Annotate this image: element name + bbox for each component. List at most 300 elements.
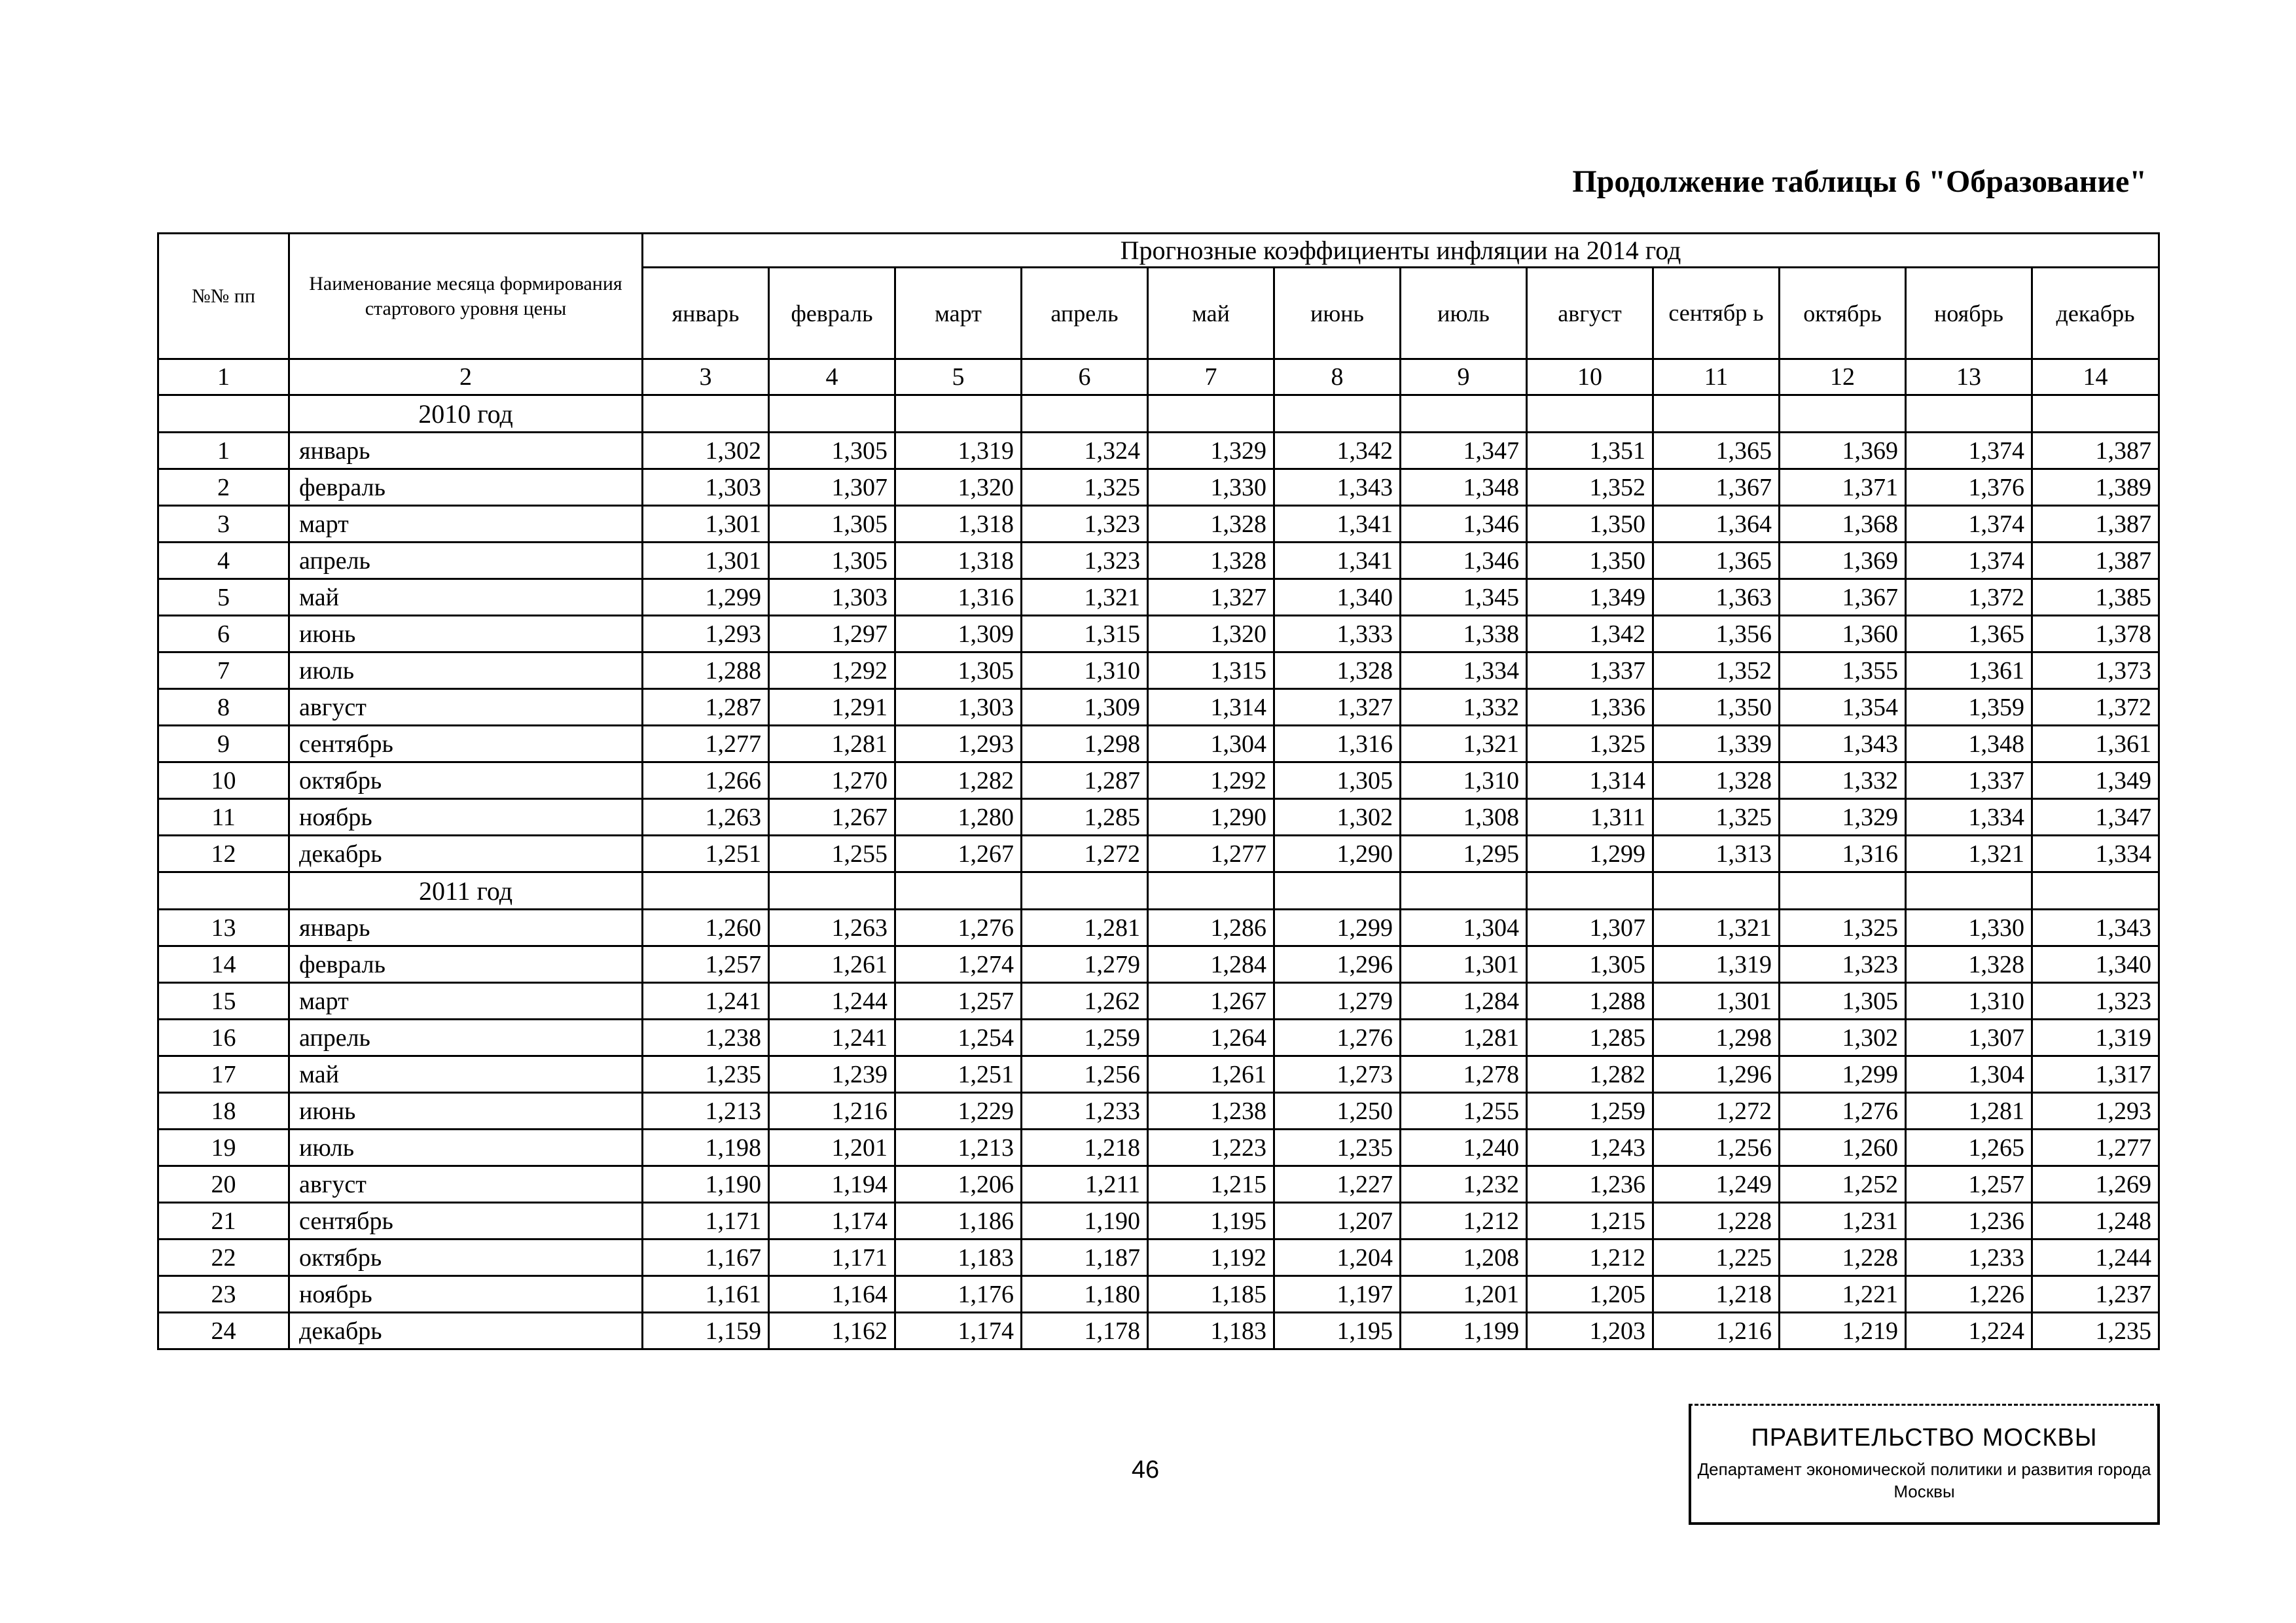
- empty-cell: [1780, 872, 1906, 910]
- coefficient-cell: 1,219: [1780, 1313, 1906, 1349]
- coefficient-cell: 1,263: [643, 799, 769, 836]
- coefficient-cell: 1,267: [895, 836, 1022, 872]
- table-row: [158, 1240, 2159, 1276]
- coefficient-cell: 1,320: [1148, 616, 1274, 652]
- coefficient-cell: 1,302: [643, 433, 769, 469]
- start-month: июль: [289, 1130, 643, 1166]
- coefficient-cell: 1,249: [1653, 1166, 1780, 1203]
- coefficient-cell: 1,304: [1148, 726, 1274, 762]
- coefficient-cell: 1,215: [1527, 1203, 1653, 1240]
- coefficient-cell: 1,270: [769, 762, 895, 799]
- coefficient-cell: 1,287: [1022, 762, 1148, 799]
- coefficient-cell: 1,367: [1653, 469, 1780, 506]
- coefficient-cell: 1,350: [1527, 506, 1653, 543]
- coefficient-cell: 1,376: [1906, 469, 2032, 506]
- coefficient-cell: 1,265: [1906, 1130, 2032, 1166]
- coefficient-cell: 1,228: [1780, 1240, 1906, 1276]
- coefficient-cell: 1,299: [1780, 1056, 1906, 1093]
- row-number: 10: [158, 762, 289, 799]
- row-number: 12: [158, 836, 289, 872]
- column-number: 12: [1780, 359, 1906, 395]
- coefficient-cell: 1,369: [1780, 433, 1906, 469]
- table-row: [158, 579, 2159, 616]
- header-forecast-band: Прогнозные коэффициенты инфляции на 2014 год: [643, 234, 2159, 268]
- coefficient-cell: 1,327: [1274, 689, 1401, 726]
- coefficient-cell: 1,308: [1401, 799, 1527, 836]
- coefficient-cell: 1,241: [769, 1020, 895, 1056]
- coefficient-cell: 1,263: [769, 910, 895, 946]
- column-number: 6: [1022, 359, 1148, 395]
- start-month: октябрь: [289, 762, 643, 799]
- coefficient-cell: 1,369: [1780, 543, 1906, 579]
- government-stamp: [1689, 1404, 2160, 1525]
- coefficient-cell: 1,288: [1527, 983, 1653, 1020]
- row-number: 4: [158, 543, 289, 579]
- coefficient-cell: 1,224: [1906, 1313, 2032, 1349]
- column-number: 1: [158, 359, 289, 395]
- coefficient-cell: 1,284: [1148, 946, 1274, 983]
- column-number: 14: [2032, 359, 2159, 395]
- coefficient-cell: 1,218: [1653, 1276, 1780, 1313]
- stamp-subtitle: Департамент экономической политики и развития города Москвы: [1697, 1459, 2151, 1501]
- coefficient-cell: 1,296: [1274, 946, 1401, 983]
- coefficient-cell: 1,250: [1274, 1093, 1401, 1130]
- coefficient-cell: 1,337: [1906, 762, 2032, 799]
- coefficient-cell: 1,365: [1906, 616, 2032, 652]
- coefficient-cell: 1,277: [2032, 1130, 2159, 1166]
- page-number: 46: [1131, 1456, 1160, 1484]
- coefficient-cell: 1,259: [1022, 1020, 1148, 1056]
- coefficient-cell: 1,257: [643, 946, 769, 983]
- coefficient-cell: 1,195: [1274, 1313, 1401, 1349]
- coefficient-cell: 1,325: [1653, 799, 1780, 836]
- coefficient-cell: 1,352: [1653, 652, 1780, 689]
- coefficient-cell: 1,333: [1274, 616, 1401, 652]
- start-month: июль: [289, 652, 643, 689]
- coefficient-cell: 1,310: [1022, 652, 1148, 689]
- coefficient-cell: 1,314: [1527, 762, 1653, 799]
- coefficient-cell: 1,305: [895, 652, 1022, 689]
- table-body: [158, 395, 2159, 1349]
- coefficient-cell: 1,251: [895, 1056, 1022, 1093]
- coefficient-cell: 1,272: [1022, 836, 1148, 872]
- coefficient-cell: 1,197: [1274, 1276, 1401, 1313]
- coefficient-cell: 1,340: [2032, 946, 2159, 983]
- coefficient-cell: 1,171: [769, 1240, 895, 1276]
- coefficient-cell: 1,280: [895, 799, 1022, 836]
- column-number: 8: [1274, 359, 1401, 395]
- coefficient-cell: 1,201: [1401, 1276, 1527, 1313]
- row-number: 17: [158, 1056, 289, 1093]
- coefficient-cell: 1,304: [1906, 1056, 2032, 1093]
- coefficient-cell: 1,225: [1653, 1240, 1780, 1276]
- coefficient-cell: 1,229: [895, 1093, 1022, 1130]
- coefficient-cell: 1,192: [1148, 1240, 1274, 1276]
- coefficient-cell: 1,279: [1274, 983, 1401, 1020]
- coefficient-cell: 1,235: [1274, 1130, 1401, 1166]
- coefficient-cell: 1,238: [643, 1020, 769, 1056]
- column-number: 3: [643, 359, 769, 395]
- coefficient-cell: 1,307: [1906, 1020, 2032, 1056]
- coefficient-cell: 1,316: [1780, 836, 1906, 872]
- row-number: 9: [158, 726, 289, 762]
- empty-cell: [1148, 395, 1274, 433]
- table-row: [158, 433, 2159, 469]
- coefficient-cell: 1,272: [1653, 1093, 1780, 1130]
- coefficient-cell: 1,343: [2032, 910, 2159, 946]
- coefficient-cell: 1,235: [643, 1056, 769, 1093]
- coefficient-cell: 1,288: [643, 652, 769, 689]
- coefficient-cell: 1,321: [1906, 836, 2032, 872]
- coefficient-cell: 1,239: [769, 1056, 895, 1093]
- coefficient-cell: 1,361: [2032, 726, 2159, 762]
- row-number: 3: [158, 506, 289, 543]
- coefficient-cell: 1,345: [1401, 579, 1527, 616]
- table-row: [158, 1276, 2159, 1313]
- coefficient-cell: 1,161: [643, 1276, 769, 1313]
- coefficient-cell: 1,365: [1653, 543, 1780, 579]
- coefficient-cell: 1,174: [769, 1203, 895, 1240]
- start-month: январь: [289, 433, 643, 469]
- coefficient-cell: 1,350: [1527, 543, 1653, 579]
- coefficient-cell: 1,387: [2032, 433, 2159, 469]
- coefficient-cell: 1,354: [1780, 689, 1906, 726]
- empty-cell: [643, 872, 769, 910]
- table-row: [158, 1203, 2159, 1240]
- table-row: [158, 1313, 2159, 1349]
- empty-cell: [2032, 395, 2159, 433]
- row-number: 5: [158, 579, 289, 616]
- coefficient-cell: 1,303: [643, 469, 769, 506]
- coefficient-cell: 1,318: [895, 506, 1022, 543]
- coefficient-cell: 1,260: [643, 910, 769, 946]
- empty-cell: [1148, 872, 1274, 910]
- coefficient-cell: 1,171: [643, 1203, 769, 1240]
- start-month: сентябрь: [289, 1203, 643, 1240]
- row-number: 18: [158, 1093, 289, 1130]
- coefficient-cell: 1,256: [1653, 1130, 1780, 1166]
- coefficient-cell: 1,252: [1780, 1166, 1906, 1203]
- start-month: сентябрь: [289, 726, 643, 762]
- coefficient-cell: 1,203: [1527, 1313, 1653, 1349]
- coefficient-cell: 1,347: [1401, 433, 1527, 469]
- coefficient-cell: 1,262: [1022, 983, 1148, 1020]
- coefficient-cell: 1,328: [1653, 762, 1780, 799]
- coefficient-cell: 1,350: [1653, 689, 1780, 726]
- coefficient-cell: 1,338: [1401, 616, 1527, 652]
- coefficient-cell: 1,194: [769, 1166, 895, 1203]
- coefficient-cell: 1,316: [1274, 726, 1401, 762]
- coefficient-cell: 1,212: [1401, 1203, 1527, 1240]
- coefficient-cell: 1,228: [1653, 1203, 1780, 1240]
- coefficient-cell: 1,273: [1274, 1056, 1401, 1093]
- coefficient-cell: 1,373: [2032, 652, 2159, 689]
- coefficient-cell: 1,346: [1401, 506, 1527, 543]
- coefficient-cell: 1,309: [895, 616, 1022, 652]
- coefficient-cell: 1,285: [1527, 1020, 1653, 1056]
- table-row: [158, 946, 2159, 983]
- row-number: 7: [158, 652, 289, 689]
- start-month: март: [289, 983, 643, 1020]
- coefficient-cell: 1,178: [1022, 1313, 1148, 1349]
- coefficient-cell: 1,215: [1148, 1166, 1274, 1203]
- table-row: [158, 762, 2159, 799]
- coefficient-cell: 1,305: [1780, 983, 1906, 1020]
- table-row: [158, 1130, 2159, 1166]
- coefficient-cell: 1,267: [769, 799, 895, 836]
- coefficient-cell: 1,207: [1274, 1203, 1401, 1240]
- coefficient-cell: 1,340: [1274, 579, 1401, 616]
- coefficient-cell: 1,374: [1906, 506, 2032, 543]
- coefficient-cell: 1,282: [895, 762, 1022, 799]
- coefficient-cell: 1,324: [1022, 433, 1148, 469]
- empty-cell: [1022, 395, 1148, 433]
- coefficient-cell: 1,321: [1653, 910, 1780, 946]
- coefficient-cell: 1,296: [1653, 1056, 1780, 1093]
- coefficient-cell: 1,319: [1653, 946, 1780, 983]
- coefficient-cell: 1,368: [1780, 506, 1906, 543]
- coefficient-cell: 1,299: [1527, 836, 1653, 872]
- header-month: август: [1527, 268, 1653, 359]
- coefficient-cell: 1,351: [1527, 433, 1653, 469]
- coefficient-cell: 1,387: [2032, 506, 2159, 543]
- coefficient-cell: 1,315: [1022, 616, 1148, 652]
- table-row: [158, 1020, 2159, 1056]
- coefficient-cell: 1,237: [2032, 1276, 2159, 1313]
- coefficient-cell: 1,216: [769, 1093, 895, 1130]
- coefficient-cell: 1,371: [1780, 469, 1906, 506]
- coefficient-cell: 1,305: [769, 543, 895, 579]
- coefficient-cell: 1,292: [1148, 762, 1274, 799]
- coefficient-cell: 1,342: [1274, 433, 1401, 469]
- coefficient-cell: 1,204: [1274, 1240, 1401, 1276]
- coefficient-cell: 1,323: [2032, 983, 2159, 1020]
- start-month: январь: [289, 910, 643, 946]
- start-month: декабрь: [289, 1313, 643, 1349]
- coefficient-cell: 1,307: [769, 469, 895, 506]
- coefficient-cell: 1,363: [1653, 579, 1780, 616]
- coefficient-cell: 1,159: [643, 1313, 769, 1349]
- start-month: февраль: [289, 469, 643, 506]
- coefficient-cell: 1,293: [2032, 1093, 2159, 1130]
- coefficient-cell: 1,348: [1906, 726, 2032, 762]
- page-title: Продолжение таблицы 6 "Образование": [1572, 164, 2147, 199]
- coefficient-cell: 1,323: [1780, 946, 1906, 983]
- coefficient-cell: 1,341: [1274, 543, 1401, 579]
- header-month: ноябрь: [1906, 268, 2032, 359]
- coefficient-cell: 1,343: [1780, 726, 1906, 762]
- row-number: 19: [158, 1130, 289, 1166]
- start-month: декабрь: [289, 836, 643, 872]
- header-month: сентябр ь: [1653, 268, 1780, 359]
- coefficient-cell: 1,221: [1780, 1276, 1906, 1313]
- empty-cell: [895, 872, 1022, 910]
- start-month: ноябрь: [289, 1276, 643, 1313]
- coefficient-cell: 1,349: [2032, 762, 2159, 799]
- coefficient-cell: 1,293: [643, 616, 769, 652]
- row-number: 20: [158, 1166, 289, 1203]
- row-number: 6: [158, 616, 289, 652]
- coefficient-cell: 1,359: [1906, 689, 2032, 726]
- column-number: 4: [769, 359, 895, 395]
- coefficient-cell: 1,211: [1022, 1166, 1148, 1203]
- coefficient-cell: 1,281: [1906, 1093, 2032, 1130]
- header-month: январь: [643, 268, 769, 359]
- empty-cell: [1906, 872, 2032, 910]
- coefficient-cell: 1,355: [1780, 652, 1906, 689]
- start-month: февраль: [289, 946, 643, 983]
- row-number: 14: [158, 946, 289, 983]
- coefficient-cell: 1,254: [895, 1020, 1022, 1056]
- start-month: май: [289, 1056, 643, 1093]
- coefficient-cell: 1,244: [2032, 1240, 2159, 1276]
- row-number: 1: [158, 433, 289, 469]
- header-month: июнь: [1274, 268, 1401, 359]
- coefficient-cell: 1,304: [1401, 910, 1527, 946]
- coefficient-cell: 1,330: [1148, 469, 1274, 506]
- coefficient-cell: 1,238: [1148, 1093, 1274, 1130]
- coefficient-cell: 1,190: [643, 1166, 769, 1203]
- coefficient-cell: 1,319: [2032, 1020, 2159, 1056]
- coefficient-cell: 1,261: [769, 946, 895, 983]
- coefficient-cell: 1,341: [1274, 506, 1401, 543]
- coefficient-cell: 1,276: [1780, 1093, 1906, 1130]
- coefficient-cell: 1,183: [895, 1240, 1022, 1276]
- coefficient-cell: 1,303: [769, 579, 895, 616]
- coefficient-cell: 1,297: [769, 616, 895, 652]
- coefficient-cell: 1,323: [1022, 543, 1148, 579]
- coefficient-cell: 1,378: [2032, 616, 2159, 652]
- coefficient-cell: 1,241: [643, 983, 769, 1020]
- empty-cell: [769, 395, 895, 433]
- coefficient-cell: 1,317: [2032, 1056, 2159, 1093]
- coefficient-cell: 1,276: [895, 910, 1022, 946]
- table-row: [158, 836, 2159, 872]
- coefficient-cell: 1,325: [1780, 910, 1906, 946]
- coefficient-cell: 1,281: [769, 726, 895, 762]
- coefficient-cell: 1,264: [1148, 1020, 1274, 1056]
- coefficient-cell: 1,301: [643, 543, 769, 579]
- coefficient-cell: 1,342: [1527, 616, 1653, 652]
- coefficient-cell: 1,205: [1527, 1276, 1653, 1313]
- coefficient-cell: 1,291: [769, 689, 895, 726]
- coefficient-cell: 1,302: [1780, 1020, 1906, 1056]
- coefficient-cell: 1,274: [895, 946, 1022, 983]
- empty-cell: [895, 395, 1022, 433]
- coefficient-cell: 1,198: [643, 1130, 769, 1166]
- column-number: 2: [289, 359, 643, 395]
- header-month: июль: [1401, 268, 1527, 359]
- coefficient-cell: 1,329: [1780, 799, 1906, 836]
- column-number: 5: [895, 359, 1022, 395]
- empty-cell: [1527, 395, 1653, 433]
- empty-cell: [1653, 395, 1780, 433]
- header-month: май: [1148, 268, 1274, 359]
- header-start-month: Наименование месяца формирования стартового уровня цены: [289, 234, 643, 359]
- coefficient-cell: 1,216: [1653, 1313, 1780, 1349]
- coefficient-cell: 1,213: [643, 1093, 769, 1130]
- coefficient-cell: 1,305: [769, 433, 895, 469]
- table-row: [158, 799, 2159, 836]
- coefficient-cell: 1,349: [1527, 579, 1653, 616]
- coefficient-cell: 1,174: [895, 1313, 1022, 1349]
- start-month: ноябрь: [289, 799, 643, 836]
- start-month: август: [289, 1166, 643, 1203]
- coefficient-cell: 1,298: [1653, 1020, 1780, 1056]
- coefficient-cell: 1,226: [1906, 1276, 2032, 1313]
- coefficient-cell: 1,385: [2032, 579, 2159, 616]
- coefficient-cell: 1,301: [1653, 983, 1780, 1020]
- coefficient-cell: 1,336: [1527, 689, 1653, 726]
- coefficient-cell: 1,259: [1527, 1093, 1653, 1130]
- coefficient-cell: 1,251: [643, 836, 769, 872]
- coefficient-cell: 1,267: [1148, 983, 1274, 1020]
- coefficient-cell: 1,319: [895, 433, 1022, 469]
- coefficient-cell: 1,339: [1653, 726, 1780, 762]
- coefficient-cell: 1,212: [1527, 1240, 1653, 1276]
- year-group-row: [158, 395, 2159, 433]
- header-month: март: [895, 268, 1022, 359]
- coefficient-cell: 1,255: [769, 836, 895, 872]
- column-number: 11: [1653, 359, 1780, 395]
- coefficient-cell: 1,257: [1906, 1166, 2032, 1203]
- header-row-number: №№ пп: [158, 234, 289, 359]
- coefficient-cell: 1,233: [1022, 1093, 1148, 1130]
- row-number: 21: [158, 1203, 289, 1240]
- empty-cell: [1527, 872, 1653, 910]
- row-number: 11: [158, 799, 289, 836]
- coefficient-cell: 1,279: [1022, 946, 1148, 983]
- coefficient-cell: 1,231: [1780, 1203, 1906, 1240]
- coefficient-cell: 1,195: [1148, 1203, 1274, 1240]
- coefficient-cell: 1,367: [1780, 579, 1906, 616]
- coefficient-cell: 1,365: [1653, 433, 1780, 469]
- coefficient-cell: 1,346: [1401, 543, 1527, 579]
- coefficient-cell: 1,243: [1527, 1130, 1653, 1166]
- start-month: апрель: [289, 543, 643, 579]
- row-number: 23: [158, 1276, 289, 1313]
- coefficient-cell: 1,334: [1906, 799, 2032, 836]
- coefficient-cell: 1,176: [895, 1276, 1022, 1313]
- coefficient-cell: 1,261: [1148, 1056, 1274, 1093]
- empty-cell: [1274, 395, 1401, 433]
- coefficient-cell: 1,299: [1274, 910, 1401, 946]
- table-row: [158, 1056, 2159, 1093]
- empty-cell: [1401, 395, 1527, 433]
- year-label: 2011 год: [289, 872, 643, 910]
- coefficient-cell: 1,352: [1527, 469, 1653, 506]
- coefficient-cell: 1,285: [1022, 799, 1148, 836]
- start-month: август: [289, 689, 643, 726]
- table-row: [158, 983, 2159, 1020]
- coefficient-cell: 1,328: [1148, 506, 1274, 543]
- coefficient-cell: 1,248: [2032, 1203, 2159, 1240]
- coefficient-cell: 1,257: [895, 983, 1022, 1020]
- coefficient-cell: 1,361: [1906, 652, 2032, 689]
- coefficient-cell: 1,256: [1022, 1056, 1148, 1093]
- coefficient-cell: 1,389: [2032, 469, 2159, 506]
- coefficient-cell: 1,343: [1274, 469, 1401, 506]
- coefficient-cell: 1,347: [2032, 799, 2159, 836]
- coefficient-cell: 1,235: [2032, 1313, 2159, 1349]
- coefficient-cell: 1,240: [1401, 1130, 1527, 1166]
- table-row: [158, 910, 2159, 946]
- coefficient-cell: 1,348: [1401, 469, 1527, 506]
- empty-cell: [158, 395, 289, 433]
- empty-cell: [158, 872, 289, 910]
- row-number: 2: [158, 469, 289, 506]
- column-number: 7: [1148, 359, 1274, 395]
